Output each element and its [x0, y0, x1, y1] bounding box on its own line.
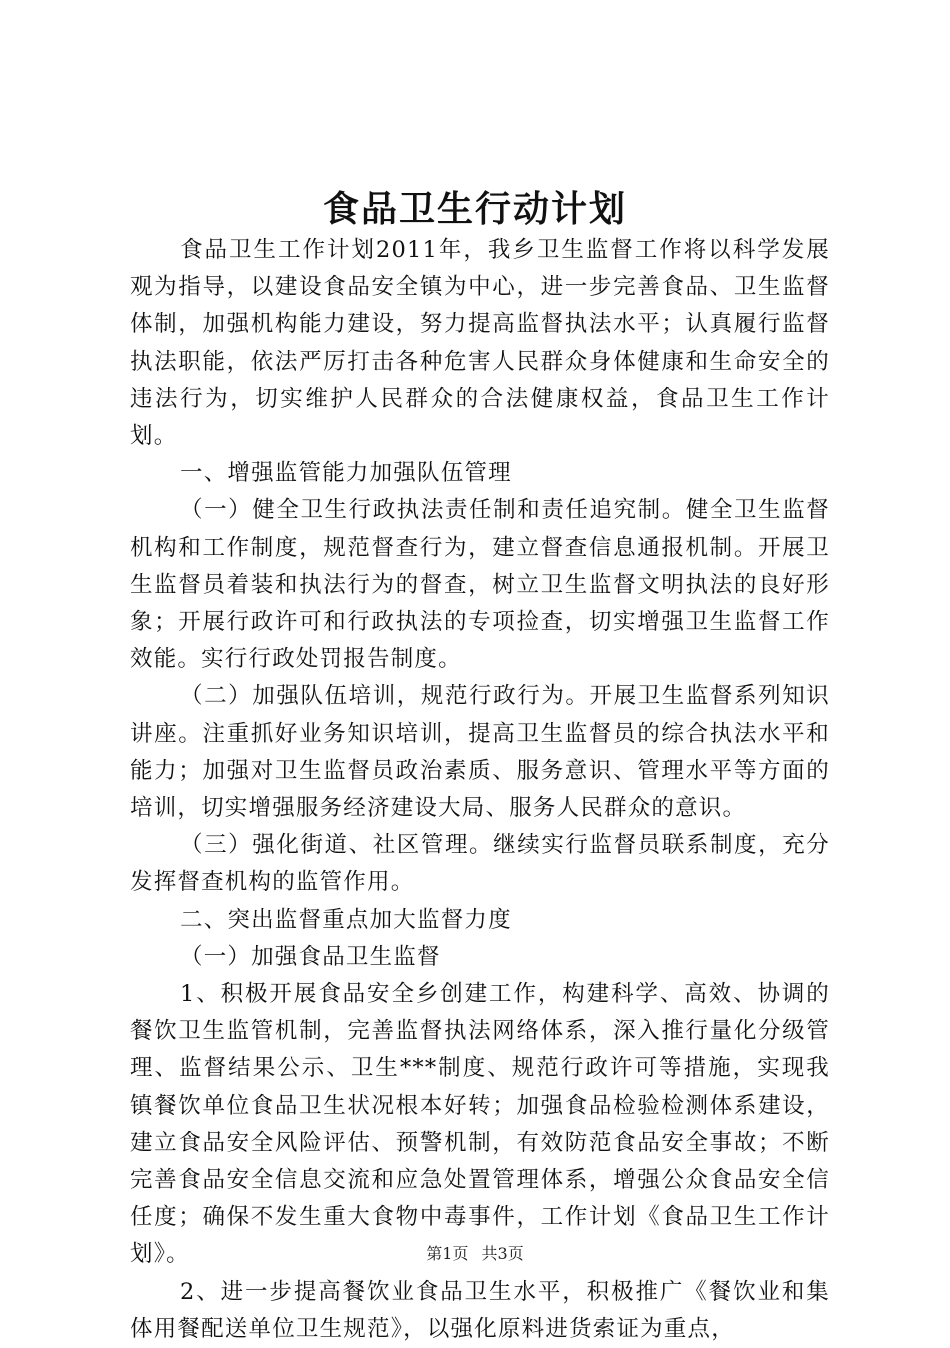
- page-footer: [0, 1243, 950, 1265]
- subsection-heading-2-1: （一）加强食品卫生监督: [180, 943, 441, 970]
- section-heading-1: 一、增强监管能力加强队伍管理: [180, 460, 512, 487]
- document-body: [130, 232, 830, 1348]
- paragraph-intro: 食品卫生工作计划2011年，我乡卫生监督工作将以科学发展观为指导，以建设食品安全镇为中心，进一步完善食品、卫生监督体制，加强机构能力建设，努力提高监督执法水平；认真履行监督执法职能，依法严厉打击各种危害人民群众身体健康和生命安全的违法行为，切实维护人民群众的合法健康权益，食品卫生工作计划。: [130, 237, 830, 450]
- paragraph-1-2: （二）加强队伍培训，规范行政行为。开展卫生监督系列知识讲座。注重抓好业务知识培训，提高卫生监督员的综合执法水平和能力；加强对卫生监督员政治素质、服务意识、管理水平等方面的培训，切实增强服务经济建设大局、服务人民群众的意识。: [130, 683, 830, 822]
- section-heading-2: 二、突出监督重点加大监督力度: [180, 906, 512, 933]
- page-total: 共3页: [481, 1244, 524, 1263]
- paragraph-1-1: （一）健全卫生行政执法责任制和责任追究制。健全卫生监督机构和工作制度，规范督查行为，建立督查信息通报机制。开展卫生监督员着装和执法行为的督查，树立卫生监督文明执法的良好形象；开展行政许可和行政执法的专项捡查，切实增强卫生监督工作效能。实行行政处罚报告制度。: [130, 497, 830, 673]
- paragraph-2-1-1: 1、积极开展食品安全乡创建工作，构建科学、高效、协调的餐饮卫生监管机制，完善监督执法网络体系，深入推行量化分级管理、监督结果公示、卫生***制度、规范行政许可等措施，实现我镇餐饮单位食品卫生状况根本好转；加强食品检验检测体系建设，建立食品安全风险评估、预警机制，有效防范食品安全事故；不断完善食品安全信息交流和应急处置管理体系，增强公众食品安全信任度；确保不发生重大食物中毒事件，工作计划《食品卫生工作计划》。: [130, 981, 830, 1268]
- page-number: 第1页: [426, 1244, 469, 1263]
- document-title: 食品卫生行动计划: [322, 188, 627, 230]
- paragraph-1-3: （三）强化街道、社区管理。继续实行监督员联系制度，充分发挥督查机构的监管作用。: [130, 832, 830, 896]
- paragraph-2-1-2: 2、进一步提高餐饮业食品卫生水平，积极推广《餐饮业和集体用餐配送单位卫生规范》，以强化原料进货索证为重点，: [130, 1278, 830, 1342]
